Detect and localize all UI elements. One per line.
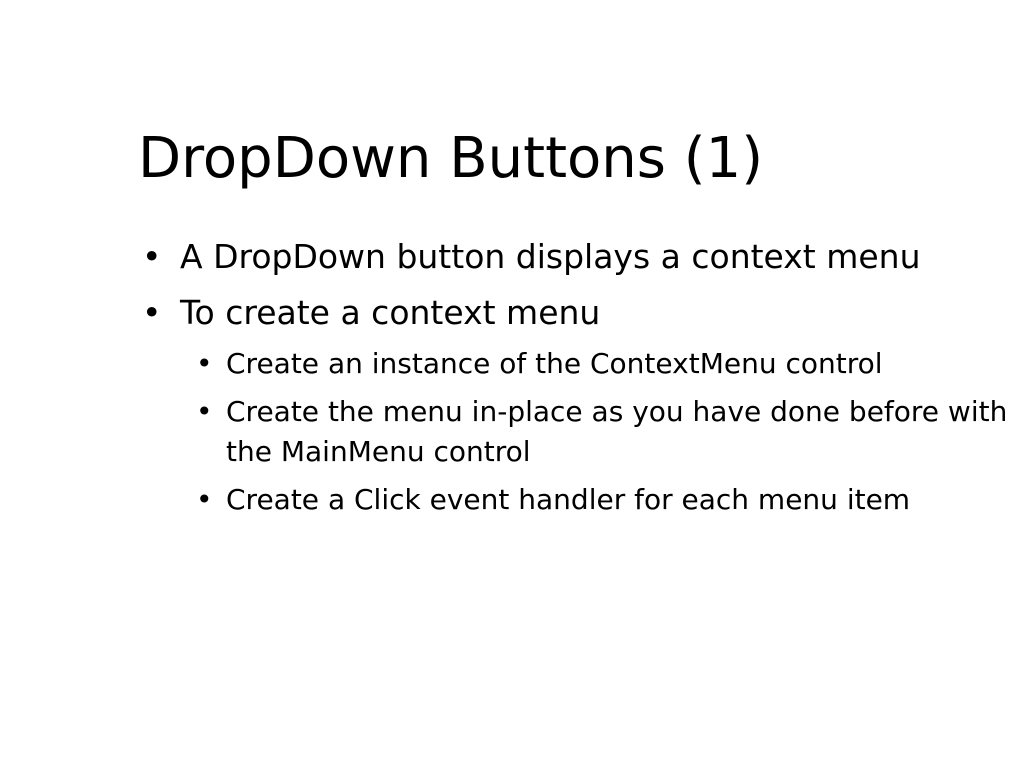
sub-bullet-list bbox=[140, 344, 1010, 520]
sub-bullet-item bbox=[196, 480, 1010, 520]
sub-bullet-item bbox=[196, 392, 1010, 472]
bullet-dot-icon: • bbox=[142, 237, 162, 276]
bullet-text: A DropDown button displays a context menu bbox=[180, 237, 921, 276]
sub-bullet-item bbox=[196, 344, 1010, 384]
bullet-list bbox=[140, 232, 1010, 528]
bullet-item bbox=[140, 288, 1010, 338]
slide-title: DropDown Buttons (1) bbox=[138, 126, 764, 191]
bullet-text: To create a context menu bbox=[180, 293, 601, 332]
sub-bullet-text: Create an instance of the ContextMenu control bbox=[226, 347, 883, 380]
sub-bullet-text: Create the menu in-place as you have done before with the MainMenu control bbox=[226, 395, 1008, 468]
bullet-dot-icon: • bbox=[196, 347, 213, 380]
bullet-dot-icon: • bbox=[196, 395, 213, 428]
bullet-dot-icon: • bbox=[142, 293, 162, 332]
bullet-dot-icon: • bbox=[196, 483, 213, 516]
bullet-item bbox=[140, 232, 1010, 282]
sub-bullet-text: Create a Click event handler for each menu item bbox=[226, 483, 911, 516]
